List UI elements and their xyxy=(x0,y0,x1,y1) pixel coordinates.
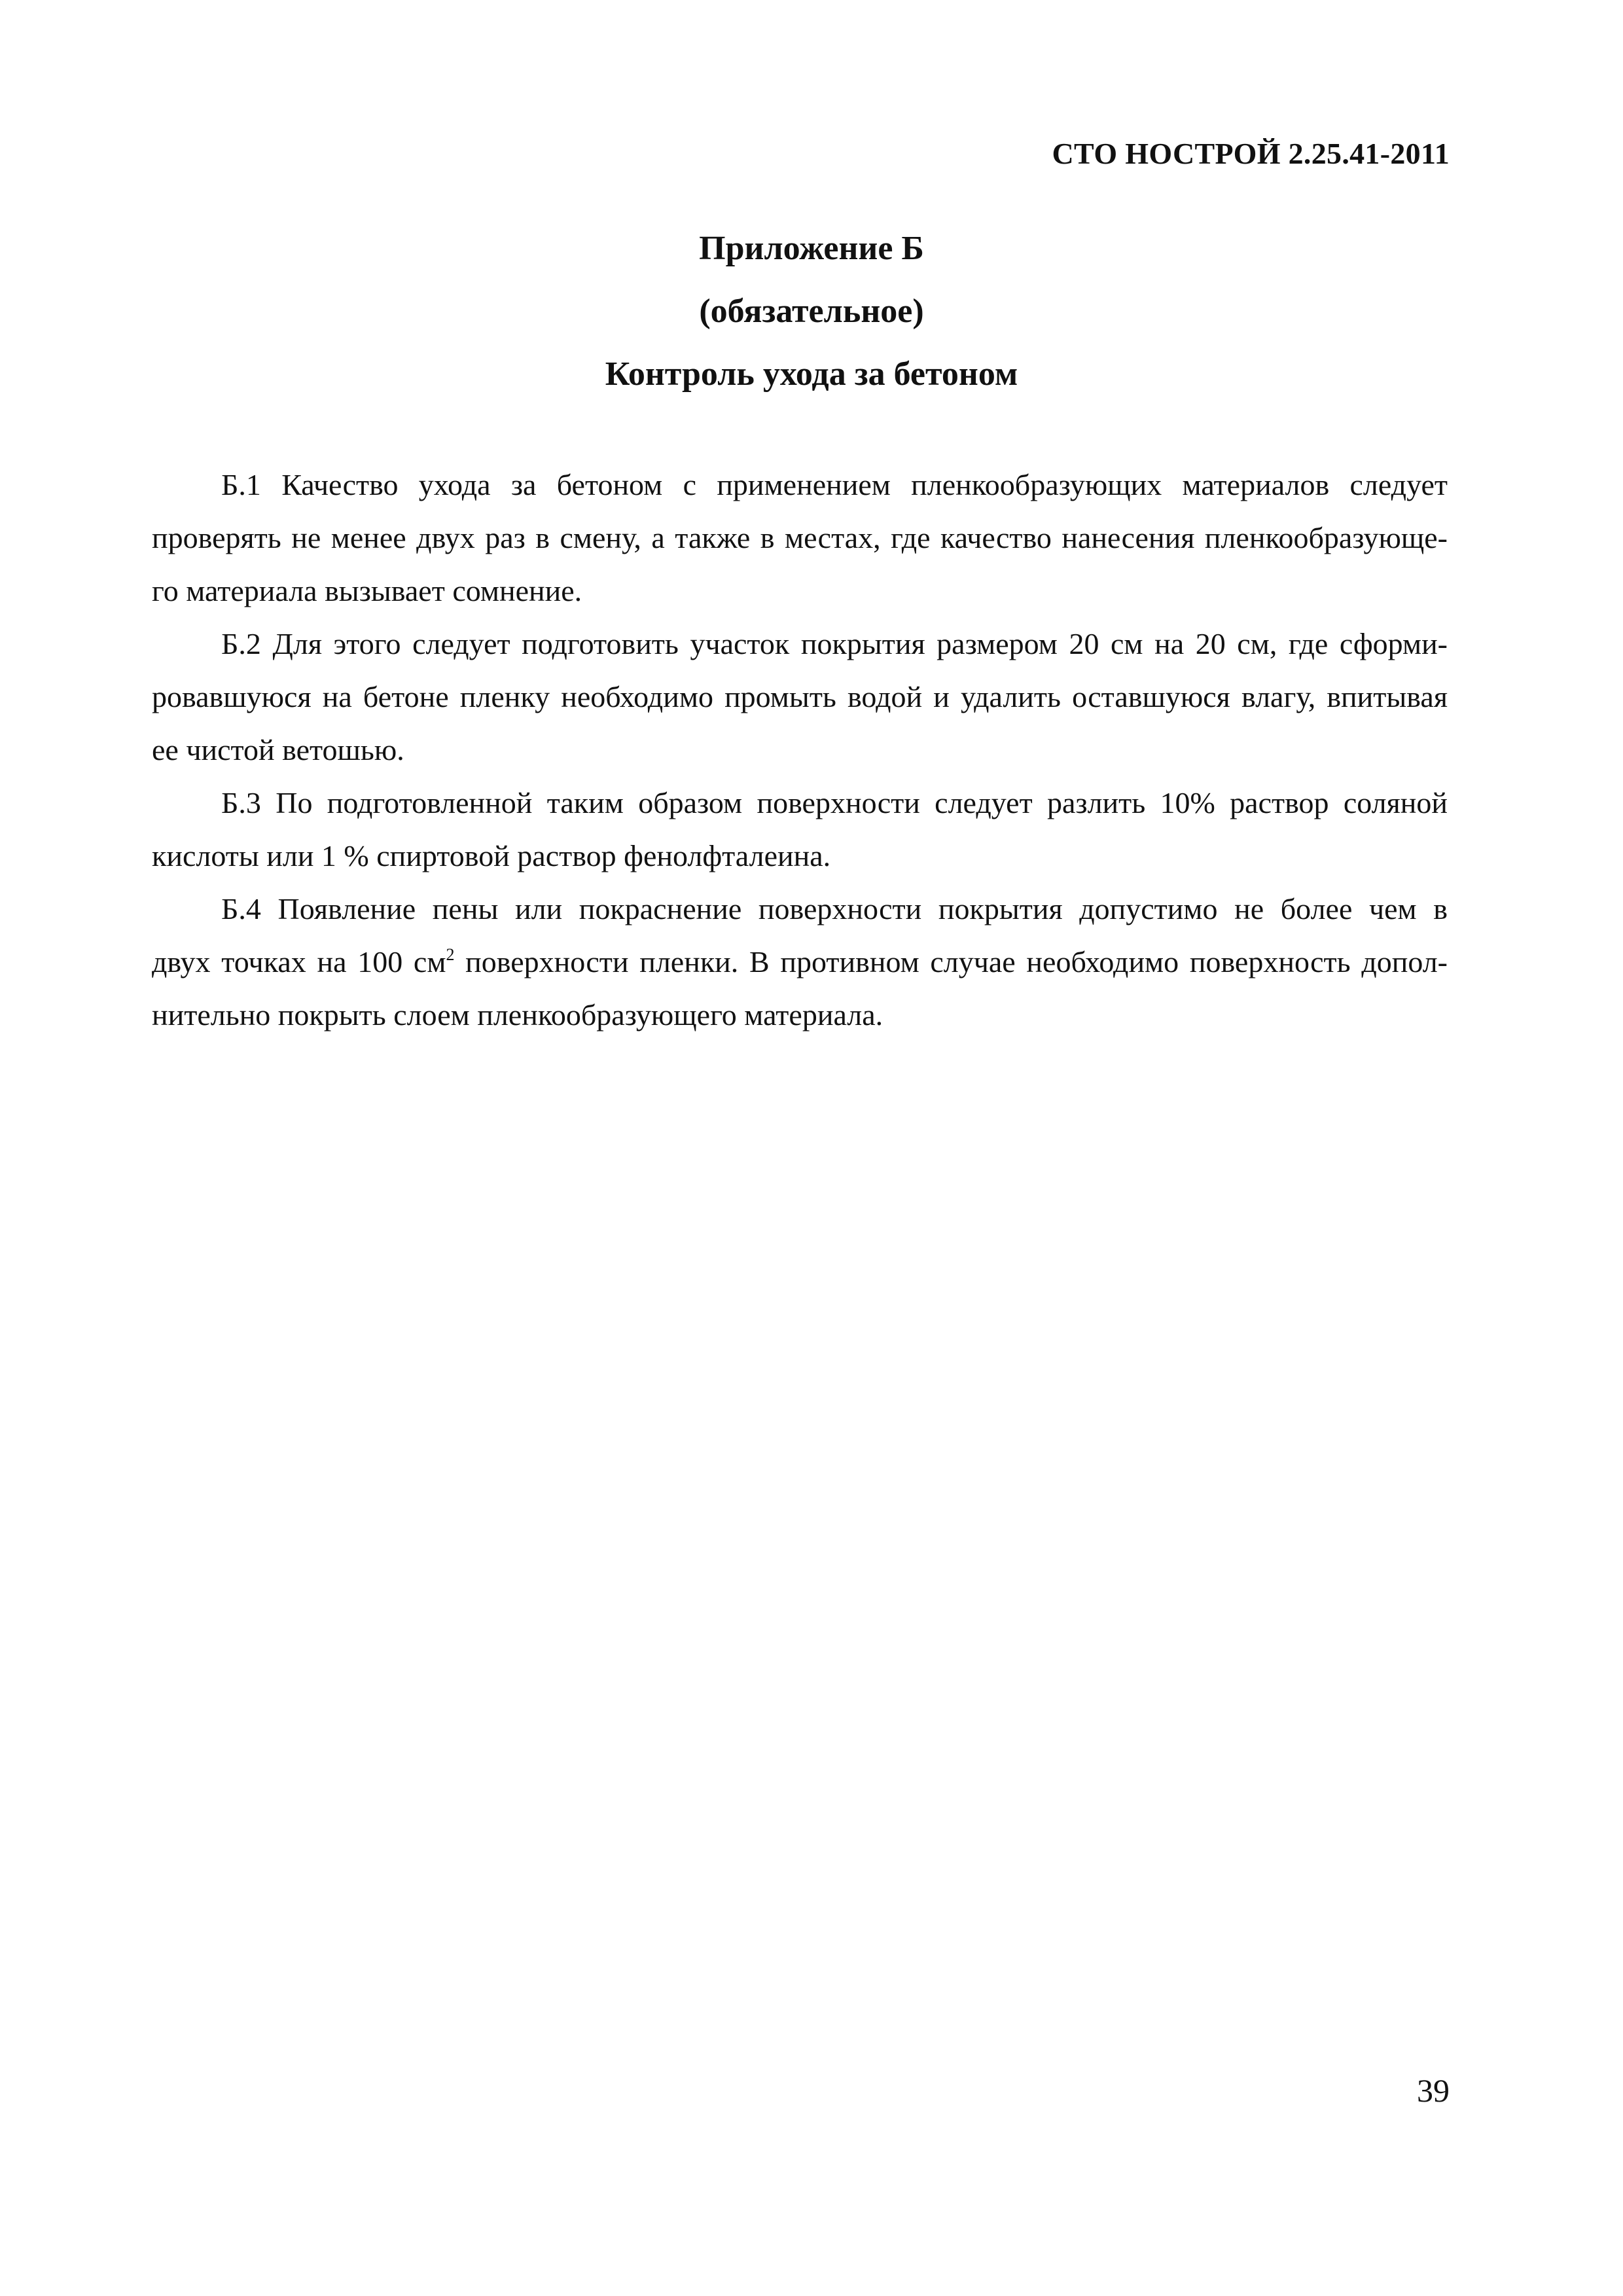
paragraph-line xyxy=(152,935,1448,988)
paragraph-line: ее чистой ветошью. xyxy=(152,733,404,766)
paragraph-line-end: поверхности пленки. В противном случае необходимо поверхность допол- xyxy=(454,945,1448,978)
paragraph-line: Б.3 По подготовленной таким образом поверхности следует разлить 10% раствор соляной xyxy=(221,786,1448,819)
appendix-status: (обязательное) xyxy=(699,293,924,330)
appendix-label: Приложение Б xyxy=(699,230,924,267)
paragraph-line: Б.1 Качество ухода за бетоном с применением пленкообразующих материалов следует xyxy=(221,468,1448,501)
document-code-header: СТО НОСТРОЙ 2.25.41-2011 xyxy=(1052,137,1450,170)
paragraph-b4 xyxy=(152,882,1448,1041)
paragraph-line: кислоты или 1 % спиртовой раствор фенолфталеина. xyxy=(152,839,831,872)
paragraph-line: ровавшуюся на бетоне пленку необходимо промыть водой и удалить оставшуюся влагу, впитывая xyxy=(152,680,1448,713)
paragraph-b2 xyxy=(152,617,1448,776)
paragraph-b3 xyxy=(152,776,1448,882)
paragraph-line: го материала вызывает сомнение. xyxy=(152,574,582,607)
paragraph-b1 xyxy=(152,458,1448,617)
paragraph-line: Б.2 Для этого следует подготовить участок покрытия размером 20 см на 20 см, где сформи- xyxy=(221,627,1448,660)
appendix-title: Контроль ухода за бетоном xyxy=(605,355,1018,393)
paragraph-line: проверять не менее двух раз в смену, а также в местах, где качество нанесения пленкообразующе- xyxy=(152,521,1448,554)
page-number: 39 xyxy=(1417,2072,1450,2109)
paragraph-line-start: двух точках на 100 см xyxy=(152,945,446,978)
body-text xyxy=(152,458,1448,1041)
paragraph-line: нительно покрыть слоем пленкообразующего материала. xyxy=(152,998,883,1031)
superscript-exponent: 2 xyxy=(446,945,455,964)
paragraph-line: Б.4 Появление пены или покраснение поверхности покрытия допустимо не более чем в xyxy=(221,892,1448,925)
